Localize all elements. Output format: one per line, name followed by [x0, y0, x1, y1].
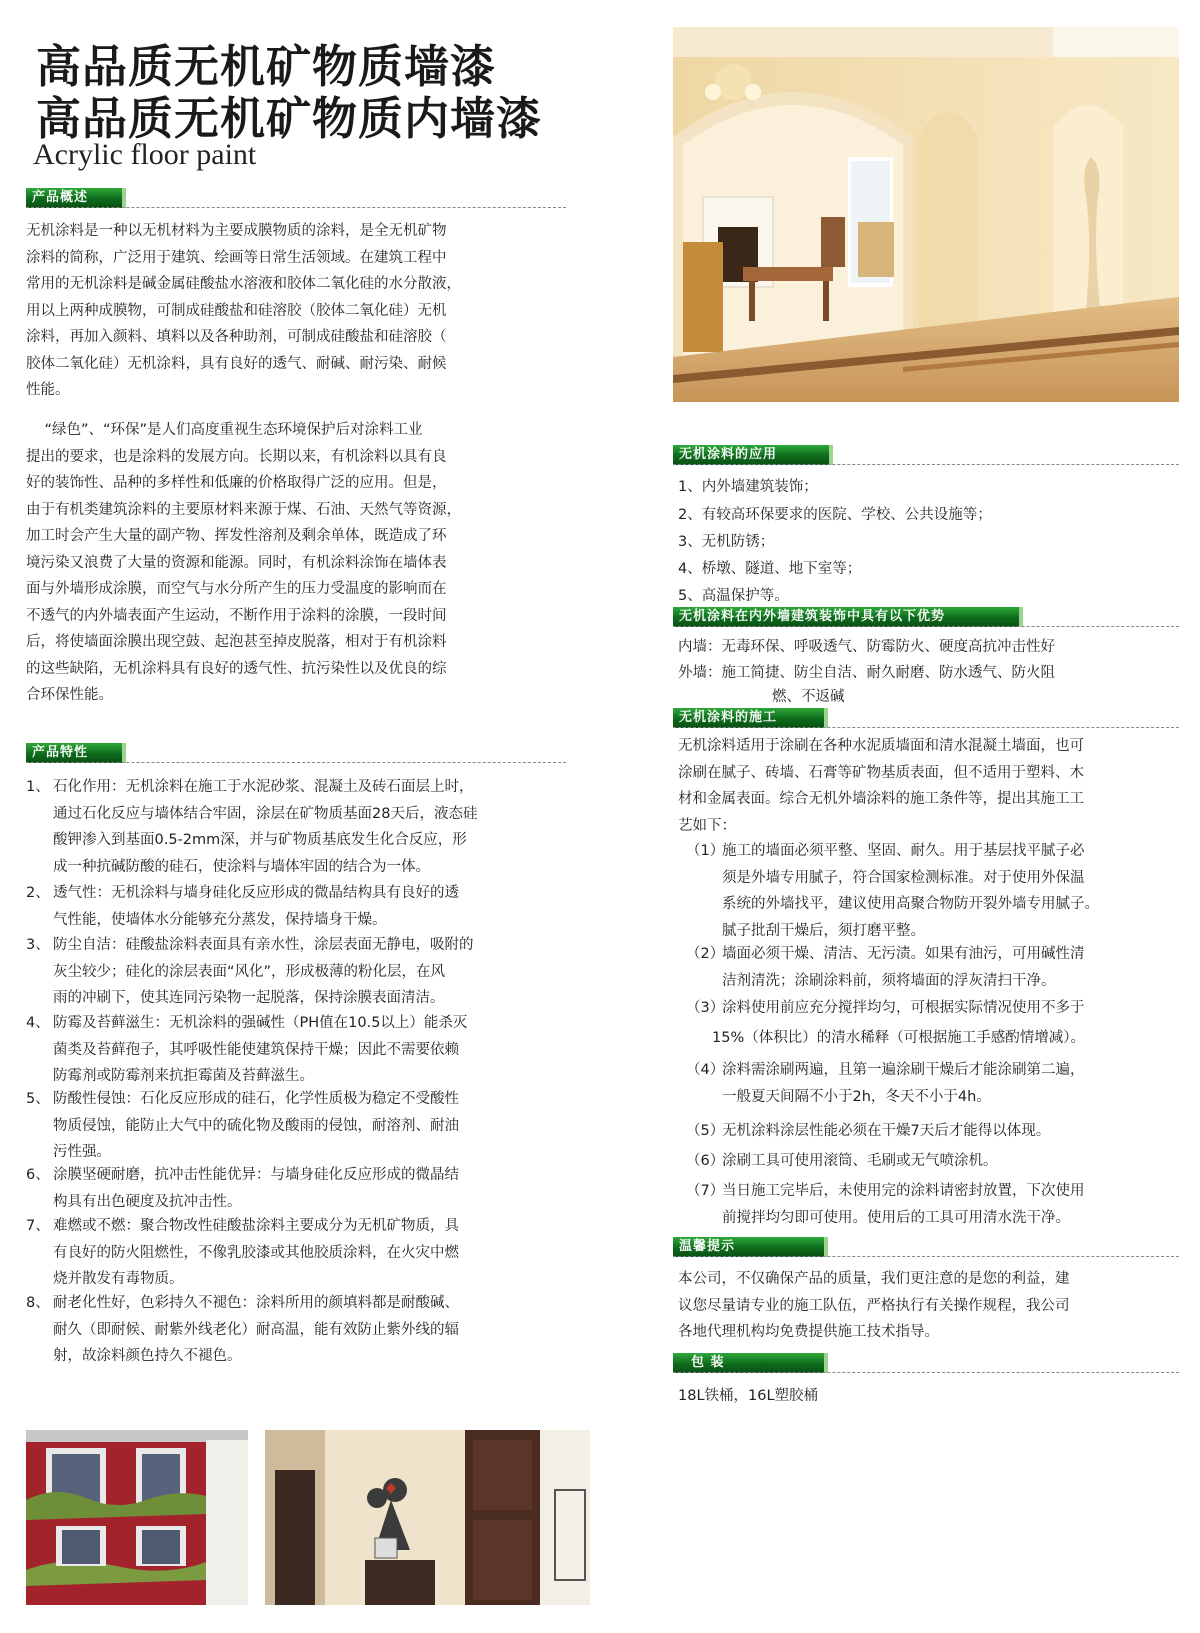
feature-number: 6、 — [26, 1167, 50, 1183]
feature-number: 2、 — [26, 885, 50, 901]
divider — [673, 1372, 1179, 1373]
advantages-exterior: 外墙：施工简捷、防尘自洁、耐久耐磨、防水透气、防火阻 — [678, 665, 1055, 681]
feature-number: 7、 — [26, 1218, 50, 1234]
construction-step — [686, 1148, 1181, 1175]
hero-photo-living-room — [673, 27, 1179, 402]
photo-red-building — [26, 1430, 248, 1605]
application-item: 4、桥墩、隧道、地下室等； — [678, 561, 862, 577]
advantages-heading-label: 无机涂料在内外墙建筑装饰中具有以下优势 — [673, 607, 1023, 627]
construction-step — [686, 838, 1181, 944]
overview-heading-label: 产品概述 — [26, 188, 126, 208]
step-text: 当日施工完毕后，未使用完的涂料请密封放置，下次使用 前搅拌均匀即可使用。使用后的工具可用清水洗干净。 — [722, 1183, 1085, 1226]
step-number: （3） — [686, 1000, 725, 1016]
feature-item — [26, 932, 566, 1012]
feature-text: 难燃或不燃：聚合物改性硅酸盐涂料主要成分为无机矿物质，具 有良好的防火阻燃性，不像乳胶漆或其他胶质涂料，在火灾中燃 烧并散发有毒物质。 — [53, 1218, 459, 1287]
step-number: （4） — [686, 1062, 725, 1078]
title-line-1: 高品质无机矿物质墙漆 — [36, 40, 497, 93]
construction-step — [686, 995, 1181, 1022]
packaging-text: 18L铁桶，16L塑胶桶 — [678, 1388, 819, 1404]
feature-number: 3、 — [26, 937, 50, 953]
construction-step — [686, 1025, 1181, 1052]
divider — [26, 762, 566, 763]
applications-heading-label: 无机涂料的应用 — [673, 445, 833, 465]
feature-item — [26, 880, 566, 933]
construction-step — [686, 1118, 1181, 1145]
features-heading — [26, 743, 566, 765]
divider — [673, 464, 1179, 465]
step-text: 涂料使用前应充分搅拌均匀，可根据实际情况使用不多于 — [722, 1000, 1085, 1016]
construction-step — [686, 1057, 1181, 1110]
tips-heading — [673, 1237, 1179, 1259]
feature-item — [26, 1290, 566, 1370]
tips-text: 本公司，不仅确保产品的质量，我们更注意的是您的利益，建 议您尽量请专业的施工队伍，严格执行有关操作规程，我公司 各地代理机构均免费提供施工技术指导。 — [678, 1271, 1070, 1340]
step-number: （6） — [686, 1153, 725, 1169]
feature-text: 涂膜坚硬耐磨，抗冲击性能优异：与墙身硅化反应形成的微晶结 构具有出色硬度及抗冲击性。 — [53, 1167, 459, 1210]
construction-intro: 无机涂料适用于涂刷在各种水泥质墙面和清水混凝土墙面，也可 涂刷在腻子、砖墙、石膏等矿物基质表面，但不适用于塑料、木 材和金属表面。综合无机外墙涂料的施工条件等，提出其施工工 艺如下： — [678, 738, 1084, 834]
application-item: 1、内外墙建筑装饰； — [678, 479, 818, 495]
divider — [673, 1256, 1179, 1257]
feature-text: 石化作用：无机涂料在施工于水泥砂浆、混凝土及砖石面层上时， 通过石化反应与墙体结合牢固，涂层在矿物质基面28天后，液态硅 酸钾渗入到基面0.5-2mm深，并与矿物质基底发生化合反应，形 成一种抗碱防酸的硅石，使涂料与墙体牢固的结合为一体。 — [53, 779, 478, 875]
applications-heading — [673, 445, 1179, 467]
title-line-2: 高品质无机矿物质内墙漆 — [36, 92, 543, 145]
divider — [26, 207, 566, 208]
step-number: （5） — [686, 1123, 725, 1139]
feature-number: 4、 — [26, 1015, 50, 1031]
subtitle: Acrylic floor paint — [33, 138, 257, 171]
construction-heading — [673, 708, 1179, 730]
tips-heading-label: 温馨提示 — [673, 1237, 828, 1257]
step-text: 施工的墙面必须平整、坚固、耐久。用于基层找平腻子必 须是外墙专用腻子，符合国家检测标准。对于使用外保温 系统的外墙找平，建议使用高聚合物防开裂外墙专用腻子。 腻子批刮干燥后，须打磨平整。 — [722, 843, 1099, 939]
packaging-heading-label: 包 装 — [673, 1353, 828, 1373]
feature-number: 5、 — [26, 1091, 50, 1107]
feature-item — [26, 1162, 566, 1215]
feature-item — [26, 774, 566, 880]
photo-interior-hallway — [265, 1430, 590, 1605]
advantages-interior: 内墙：无毒环保、呼吸透气、防霉防火、硬度高抗冲击性好 — [678, 639, 1055, 655]
step-text: 无机涂料涂层性能必须在干燥7天后才能得以体现。 — [722, 1123, 1051, 1139]
construction-heading-label: 无机涂料的施工 — [673, 708, 828, 728]
step-text: 涂料需涂刷两遍，且第一遍涂刷干燥后才能涂刷第二遍， 一般夏天间隔不小于2h，冬天不小于4h。 — [722, 1062, 1085, 1105]
step-number: （7） — [686, 1183, 725, 1199]
overview-heading — [26, 188, 566, 210]
application-item: 2、有较高环保要求的医院、学校、公共设施等； — [678, 507, 992, 523]
application-item: 5、高温保护等。 — [678, 588, 789, 604]
overview-paragraph-2: “绿色”、“环保”是人们高度重视生态环境保护后对涂料工业 提出的要求，也是涂料的发展方向。长期以来，有机涂料以具有良 好的装饰性、品种的多样性和低廉的价格取得广泛的应用。但是， 由于有机类建筑涂料的主要原材料来源于煤、石油、天然气等资源， 加工时会产生大量的副产物、挥发性溶剂及剩余单体，既造成了环 境污染又浪费了大量的资源和能源。同时，有机涂料涂饰在墙体表 面与外墙形成涂膜，而空气与水分所产生的压力受温度的影响而在 不透气的内外墙表面产生运动，不断作用于涂料的涂膜，一段时间 后，将使墙面涂膜出现空鼓、起泡甚至掉皮脱落，相对于有机涂料 的这些缺陷，无机涂料具有良好的透气性、抗污染性以及优良的综 合环保性能。 — [26, 422, 461, 703]
feature-number: 8、 — [26, 1295, 50, 1311]
feature-item — [26, 1086, 566, 1166]
advantages-heading — [673, 607, 1179, 629]
feature-text: 防霉及苔藓滋生：无机涂料的强碱性（PH值在10.5以上）能杀灭 菌类及苔藓孢子，其呼吸性能使建筑保持干燥；因此不需要依赖 防霉剂或防霉剂来抗拒霉菌及苔藓滋生。 — [53, 1015, 468, 1084]
feature-number: 1、 — [26, 779, 50, 795]
step-text: 15%（体积比）的清水稀释（可根据施工手感酌情增减）。 — [712, 1030, 1085, 1046]
overview-paragraph-1: 无机涂料是一种以无机材料为主要成膜物质的涂料，是全无机矿物 涂料的简称，广泛用于建筑、绘画等日常生活领域。在建筑工程中 常用的无机涂料是碱金属硅酸盐水溶液和胶体二氧化硅的水分散液， 用以上两种成膜物，可制成硅酸盐和硅溶胶（胶体二氧化硅）无机 涂料，再加入颜料、填料以及各种助剂，可制成硅酸盐和硅溶胶（ 胶体二氧化硅）无机涂料，具有良好的透气、耐碱、耐污染、耐候 性能。 — [26, 223, 461, 398]
features-heading-label: 产品特性 — [26, 743, 126, 763]
step-text: 墙面必须干燥、清洁、无污渍。如果有油污，可用碱性清 洁剂清洗；涂刷涂料前，须将墙面的浮灰清扫干净。 — [722, 946, 1085, 989]
feature-item — [26, 1213, 566, 1293]
divider — [673, 727, 1179, 728]
advantages-exterior-cont: 燃、不返碱 — [772, 689, 845, 705]
step-text: 涂刷工具可使用滚筒、毛刷或无气喷涂机。 — [722, 1153, 998, 1169]
application-item: 3、无机防锈； — [678, 534, 775, 550]
divider — [673, 626, 1179, 627]
feature-item — [26, 1010, 566, 1090]
feature-text: 防酸性侵蚀：石化反应形成的硅石，化学性质极为稳定不受酸性 物质侵蚀，能防止大气中的硫化物及酸雨的侵蚀，耐溶剂、耐油 污性强。 — [53, 1091, 459, 1160]
step-number: （2） — [686, 946, 725, 962]
feature-text: 防尘自洁：硅酸盐涂料表面具有亲水性，涂层表面无静电，吸附的 灰尘较少；硅化的涂层表面“风化”，形成极薄的粉化层，在风 雨的冲刷下，使其连同污染物一起脱落，保持涂膜表面清洁。 — [53, 937, 474, 1006]
feature-text: 耐老化性好，色彩持久不褪色：涂料所用的颜填料都是耐酸碱、 耐久（即耐候、耐紫外线老化）耐高温，能有效防止紫外线的辐 射，故涂料颜色持久不褪色。 — [53, 1295, 459, 1364]
construction-step — [686, 1178, 1181, 1231]
feature-text: 透气性：无机涂料与墙身硅化反应形成的微晶结构具有良好的透 气性能，使墙体水分能够充分蒸发，保持墙身干燥。 — [53, 885, 459, 928]
packaging-heading — [673, 1353, 1179, 1375]
step-number: （1） — [686, 843, 725, 859]
construction-step — [686, 941, 1181, 994]
